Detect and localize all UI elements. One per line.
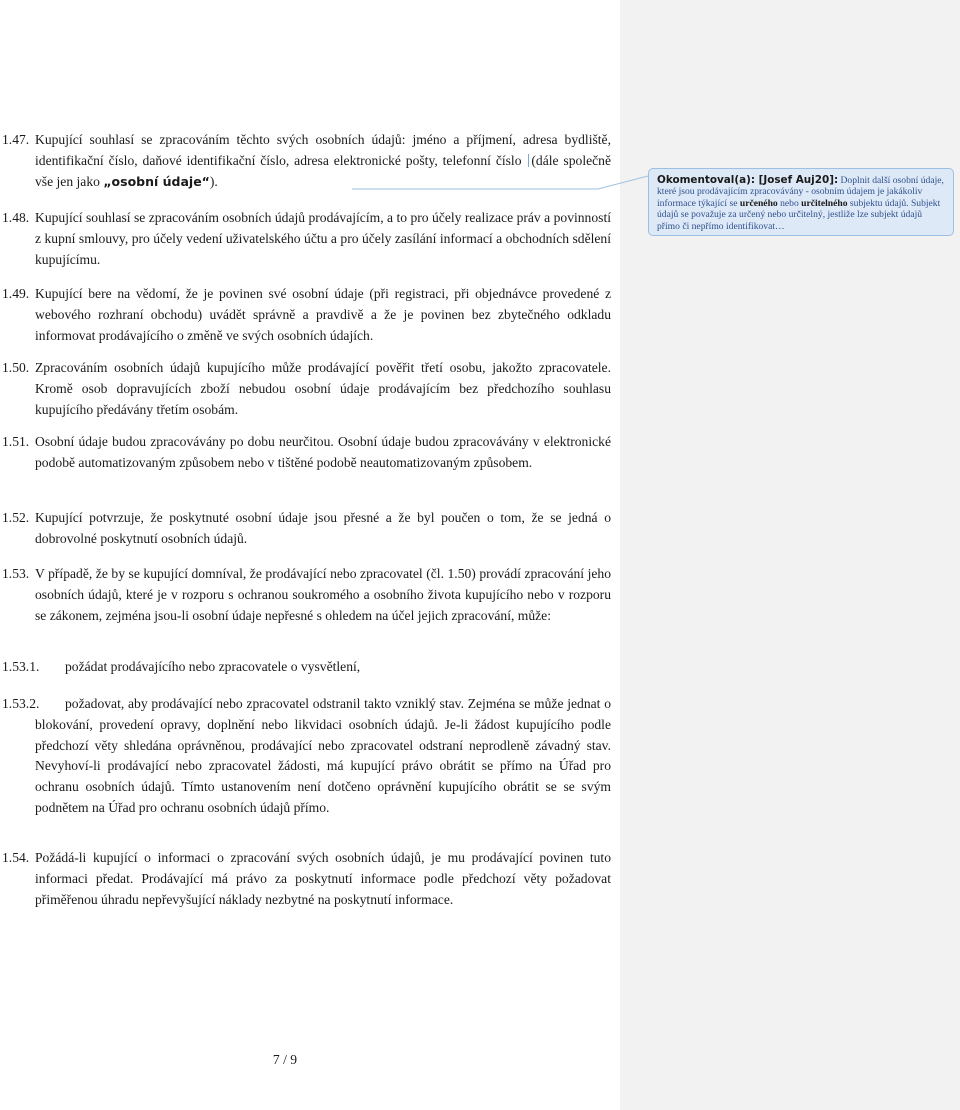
paragraph-1-48: [2, 208, 611, 270]
paragraph-1-54: [2, 848, 611, 910]
paragraph-1-49: [2, 284, 611, 346]
paragraph-1-47: [2, 130, 611, 192]
paragraph-number: 1.47.: [2, 132, 30, 147]
paragraph-number: 1.54.: [2, 850, 30, 865]
comment-author: Okomentoval(a): [Josef Auj20]:: [657, 174, 839, 186]
comment-text: Doplnit další osobní údaje, které jsou prodávajícím zpracovávány - osobním údajem je jakákoliv informace týkající se: [657, 175, 944, 209]
quoted-term: „osobní údaje“: [103, 173, 210, 189]
paragraph-1-52: [2, 508, 611, 550]
paragraph-number: 1.52.: [2, 510, 30, 525]
comment-bold-term: určitelného: [801, 197, 848, 209]
paragraph-number: 1.48.: [2, 210, 30, 225]
comment-margin: [620, 0, 960, 1110]
paragraph-text: Kupující bere na vědomí, že je povinen své osobní údaje (při registraci, při objednávce provedené z webového rozhraní obchodu) uvádět správně a pravdivě a že je povinen bez zbytečného odkladu informovat prodávajícího o změně ve svých osobních údajích.: [35, 286, 611, 343]
paragraph-text: V případě, že by se kupující domníval, že prodávající nebo zpracovatel (čl. 1.50) provádí zpracování jeho osobních údajů, které je v rozporu s ochranou soukromého a osobního života kupujícího nebo v rozporu se zákonem, zejména jsou-li osobní údaje nepřesné s ohledem na účel jejich zpracování, může:: [35, 566, 611, 623]
page-number: 7 / 9: [272, 1052, 298, 1067]
paragraph-1-53-2: [2, 694, 611, 819]
comment-text: subjektu údajů. Subjekt údajů se považuje za určený nebo určitelný, jestliže lze subjekt údajů přímo či nepřímo identifikovat…: [657, 197, 941, 232]
paragraph-1-51: [2, 432, 611, 474]
paragraph-number: 1.49.: [2, 286, 30, 301]
paragraph-text: Kupující potvrzuje, že poskytnuté osobní údaje jsou přesné a že byl poučen o tom, že se jedná o dobrovolné poskytnutí osobních údajů.: [35, 510, 611, 546]
paragraph-1-50: [2, 358, 611, 420]
paragraph-text: Kupující souhlasí se zpracováním osobních údajů prodávajícím, a to pro účely realizace práv a povinností z kupní smlouvy, pro účely vedení uživatelského účtu a pro účely zasílání informací a obchodních sdělení kupujícímu.: [35, 210, 611, 267]
paragraph-text: Požádá-li kupující o informaci o zpracování svých osobních údajů, je mu prodávající povinen tuto informaci předat. Prodávající má právo za poskytnutí informace podle předchozí věty požadovat přiměřenou úhradu nepřevyšující náklady nezbytné na poskytnutí informace.: [35, 850, 611, 907]
paragraph-text: požadovat, aby prodávající nebo zpracovatel odstranil takto vzniklý stav. Zejména se může jednat o blokování, provedení opravy, doplnění nebo likvidaci osobních údajů. Je-li žádost kupujícího podle předchozí věty shledána oprávněnou, prodávající nebo zpracovatel odstraní neprodleně závadný stav. Nevyhoví-li prodávající nebo zpracovatel žádosti, má kupující právo obrátit se přímo na Úřad pro ochranu osobních údajů. Tímto ustanovením není dotčeno oprávnění kupujícího obrátit se se svým podnětem na Úřad pro ochranu osobních údajů přímo.: [35, 696, 611, 815]
paragraph-1-53-1: [2, 657, 611, 678]
paragraph-text: Zpracováním osobních údajů kupujícího může prodávající pověřit třetí osobu, jakožto zpracovatele. Kromě osob dopravujících zboží nebudou osobní údaje prodávajícím bez předchozího souhlasu kupujícího předávány třetím osobám.: [35, 360, 611, 417]
comment-text: nebo: [777, 197, 802, 209]
comment-bold-term: určeného: [739, 197, 778, 209]
paragraph-number: 1.50.: [2, 360, 30, 375]
paragraph-text-continued: (dále společně vše jen jako: [35, 152, 611, 189]
paragraph-number: 1.51.: [2, 434, 30, 449]
comment-anchor-marker[interactable]: [528, 154, 529, 167]
paragraph-text: Kupující souhlasí se zpracováním těchto svých osobních údajů: jméno a příjmení, adresa bydliště, identifikační číslo, daňové identifikační číslo, adresa elektronické pošty, telefonní číslo: [35, 132, 611, 168]
comment-balloon[interactable]: [648, 168, 954, 236]
paragraph-text-end: ).: [209, 173, 218, 189]
paragraph-1-53: [2, 564, 611, 626]
paragraph-text: požádat prodávajícího nebo zpracovatele o vysvětlení,: [65, 659, 361, 674]
paragraph-number: 1.53.: [2, 566, 30, 581]
paragraph-text: Osobní údaje budou zpracovávány po dobu neurčitou. Osobní údaje budou zpracovávány v elektronické podobě automatizovaným způsobem nebo v tištěné podobě neautomatizovaným způsobem.: [35, 434, 611, 470]
paragraph-number: 1.53.2.: [2, 696, 40, 711]
paragraph-number: 1.53.1.: [2, 659, 40, 674]
